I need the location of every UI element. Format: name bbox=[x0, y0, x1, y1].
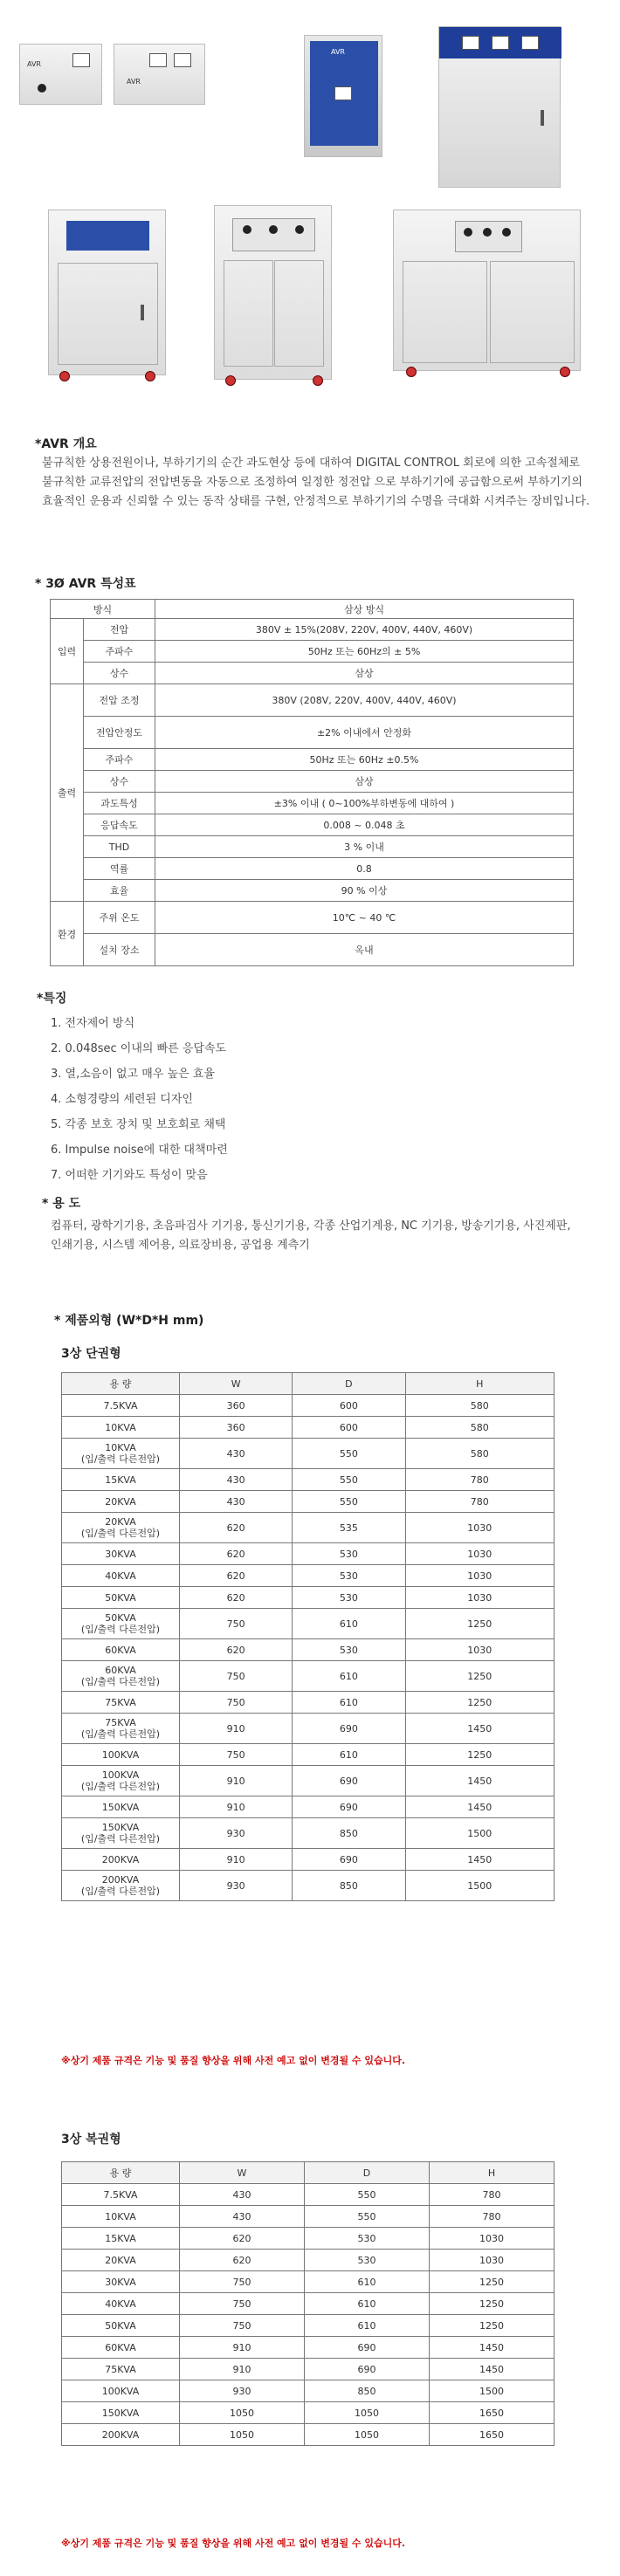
spec-group-label: 입력 bbox=[51, 619, 84, 684]
spec-row-label: 주파수 bbox=[84, 641, 155, 663]
dims-value-cell: 1450 bbox=[430, 2337, 555, 2359]
dims-capacity-cell: 10KVA (입/출력 다른전압) bbox=[62, 1439, 180, 1469]
dims-header-cell: W bbox=[180, 1373, 293, 1395]
dims-value-cell: 620 bbox=[180, 2228, 305, 2250]
dims-value-cell: 1030 bbox=[405, 1565, 554, 1587]
door bbox=[224, 260, 273, 367]
dims-row bbox=[62, 1609, 555, 1639]
spec-row bbox=[51, 717, 574, 749]
dims-value-cell: 930 bbox=[180, 1818, 293, 1849]
dims-capacity-cell: 10KVA bbox=[62, 2206, 180, 2228]
dims-value-cell: 1450 bbox=[405, 1849, 554, 1871]
dims-value-cell: 1450 bbox=[405, 1714, 554, 1744]
dims-row bbox=[62, 1796, 555, 1818]
spec-row-label: 상수 bbox=[84, 663, 155, 684]
dims-value-cell: 750 bbox=[180, 2293, 305, 2315]
dims-value-cell: 1030 bbox=[405, 1587, 554, 1609]
dims-row bbox=[62, 2359, 555, 2380]
spec-row-value: 50Hz 또는 60Hz ±0.5% bbox=[155, 749, 574, 771]
dims-value-cell: 1030 bbox=[405, 1543, 554, 1565]
dims-value-cell: 930 bbox=[180, 2380, 305, 2402]
dims-capacity-cell: 75KVA bbox=[62, 1692, 180, 1714]
spec-row-value: 옥내 bbox=[155, 934, 574, 966]
dims-capacity-cell: 150KVA bbox=[62, 1796, 180, 1818]
spec-row-label: 전압 조정 bbox=[84, 684, 155, 717]
single-title: 3상 단권형 bbox=[61, 1347, 121, 1361]
dims-value-cell: 620 bbox=[180, 1587, 293, 1609]
dims-value-cell: 690 bbox=[305, 2337, 430, 2359]
wheel-icon bbox=[313, 375, 323, 386]
spec-group-label: 환경 bbox=[51, 902, 84, 966]
dims-row bbox=[62, 2402, 555, 2424]
product-image-5 bbox=[48, 210, 166, 375]
spec-row-label: 주파수 bbox=[84, 749, 155, 771]
dims-value-cell: 1030 bbox=[430, 2228, 555, 2250]
spec-row bbox=[51, 880, 574, 902]
meter-icon bbox=[462, 36, 479, 50]
spec-header-type: 삼상 방식 bbox=[155, 600, 574, 619]
spec-row-label: 역률 bbox=[84, 858, 155, 880]
dims-value-cell: 1250 bbox=[430, 2293, 555, 2315]
dims-header-cell: 용 량 bbox=[62, 2162, 180, 2184]
dims-value-cell: 1030 bbox=[405, 1513, 554, 1543]
dims-capacity-cell: 40KVA bbox=[62, 2293, 180, 2315]
dims-value-cell: 610 bbox=[305, 2271, 430, 2293]
dims-value-cell: 610 bbox=[293, 1661, 405, 1692]
meter-icon bbox=[72, 53, 90, 67]
dims-value-cell: 1450 bbox=[405, 1766, 554, 1796]
wheel-icon bbox=[225, 375, 236, 386]
feature-item: 4. 소형경량의 세련된 디자인 bbox=[51, 1093, 193, 1106]
feature-item: 2. 0.048sec 이내의 빠른 응답속도 bbox=[51, 1042, 227, 1055]
dims-capacity-cell: 60KVA bbox=[62, 2337, 180, 2359]
dims-row bbox=[62, 1692, 555, 1714]
dims-value-cell: 1250 bbox=[405, 1661, 554, 1692]
dims-value-cell: 600 bbox=[293, 1417, 405, 1439]
dims-value-cell: 690 bbox=[293, 1714, 405, 1744]
blue-panel bbox=[66, 221, 149, 251]
double-note: ※상기 제품 규격은 기능 및 품질 향상을 위해 사전 예고 없이 변경될 수 있습니다. bbox=[61, 2538, 406, 2549]
dims-value-cell: 1250 bbox=[405, 1609, 554, 1639]
dims-value-cell: 620 bbox=[180, 1513, 293, 1543]
dims-value-cell: 360 bbox=[180, 1395, 293, 1417]
spec-row-value: ±3% 이내 ( 0~100%부하변동에 대하여 ) bbox=[155, 793, 574, 814]
dims-value-cell: 550 bbox=[293, 1469, 405, 1491]
dims-title: * 제품외형 (W*D*H mm) bbox=[54, 1314, 204, 1328]
dims-value-cell: 550 bbox=[305, 2206, 430, 2228]
dims-value-cell: 750 bbox=[180, 1744, 293, 1766]
dims-row bbox=[62, 2380, 555, 2402]
spec-row-label: 과도특성 bbox=[84, 793, 155, 814]
dims-value-cell: 910 bbox=[180, 1849, 293, 1871]
dims-capacity-cell: 100KVA (입/출력 다른전압) bbox=[62, 1766, 180, 1796]
dims-value-cell: 1050 bbox=[305, 2402, 430, 2424]
dims-value-cell: 910 bbox=[180, 1766, 293, 1796]
spec-row bbox=[51, 771, 574, 793]
dims-row bbox=[62, 1766, 555, 1796]
dims-value-cell: 430 bbox=[180, 2184, 305, 2206]
spec-row bbox=[51, 641, 574, 663]
meter-icon bbox=[174, 53, 191, 67]
door bbox=[403, 261, 487, 363]
dims-row bbox=[62, 1871, 555, 1901]
dims-value-cell: 550 bbox=[305, 2184, 430, 2206]
dims-value-cell: 1030 bbox=[405, 1639, 554, 1661]
dims-capacity-cell: 150KVA bbox=[62, 2402, 180, 2424]
dims-row bbox=[62, 1565, 555, 1587]
dims-capacity-cell: 7.5KVA bbox=[62, 2184, 180, 2206]
feature-item: 3. 열,소음이 없고 매우 높은 효율 bbox=[51, 1068, 215, 1081]
spec-header-row bbox=[51, 600, 574, 619]
dims-row bbox=[62, 2315, 555, 2337]
spec-row bbox=[51, 663, 574, 684]
dims-row bbox=[62, 1744, 555, 1766]
dims-row bbox=[62, 1491, 555, 1513]
product-logo: AVR bbox=[127, 78, 141, 86]
spec-row-value: 380V ± 15%(208V, 220V, 400V, 440V, 460V) bbox=[155, 619, 574, 641]
dims-value-cell: 610 bbox=[305, 2315, 430, 2337]
spec-row-label: 상수 bbox=[84, 771, 155, 793]
spec-row bbox=[51, 934, 574, 966]
dims-capacity-cell: 20KVA bbox=[62, 1491, 180, 1513]
dims-capacity-cell: 20KVA (입/출력 다른전압) bbox=[62, 1513, 180, 1543]
dims-value-cell: 1450 bbox=[405, 1796, 554, 1818]
dims-value-cell: 580 bbox=[405, 1439, 554, 1469]
spec-row bbox=[51, 619, 574, 641]
dims-value-cell: 610 bbox=[305, 2293, 430, 2315]
double-title: 3상 복권형 bbox=[61, 2133, 121, 2147]
dims-row bbox=[62, 2250, 555, 2271]
wheel-icon bbox=[560, 367, 570, 377]
dims-header-cell: H bbox=[430, 2162, 555, 2184]
dims-row bbox=[62, 2424, 555, 2446]
dims-value-cell: 910 bbox=[180, 2359, 305, 2380]
feature-item: 6. Impulse noise에 대한 대책마련 bbox=[51, 1144, 228, 1157]
dims-value-cell: 530 bbox=[305, 2228, 430, 2250]
overview-title: *AVR 개요 bbox=[35, 437, 97, 451]
dims-capacity-cell: 10KVA bbox=[62, 1417, 180, 1439]
feature-item: 5. 각종 보호 장치 및 보호회로 채택 bbox=[51, 1118, 226, 1131]
dims-value-cell: 430 bbox=[180, 1491, 293, 1513]
dims-capacity-cell: 15KVA bbox=[62, 1469, 180, 1491]
spec-row-label: 주위 온도 bbox=[84, 902, 155, 934]
dims-row bbox=[62, 1543, 555, 1565]
knob-icon bbox=[243, 225, 251, 234]
spec-row-label: 설치 장소 bbox=[84, 934, 155, 966]
dims-capacity-cell: 50KVA bbox=[62, 2315, 180, 2337]
dims-row bbox=[62, 1439, 555, 1469]
spec-row-value: 0.8 bbox=[155, 858, 574, 880]
feature-item: 1. 전자제어 방식 bbox=[51, 1017, 135, 1030]
dims-capacity-cell: 60KVA bbox=[62, 1639, 180, 1661]
knob-icon bbox=[464, 228, 472, 237]
spec-row-label: THD bbox=[84, 836, 155, 858]
dims-header-cell: 용 량 bbox=[62, 1373, 180, 1395]
dims-value-cell: 530 bbox=[305, 2250, 430, 2271]
spec-header-method: 방식 bbox=[51, 600, 155, 619]
spec-row-value: 삼상 bbox=[155, 771, 574, 793]
dims-row bbox=[62, 2337, 555, 2359]
spec-row bbox=[51, 793, 574, 814]
dims-value-cell: 1050 bbox=[305, 2424, 430, 2446]
dims-capacity-cell: 75KVA bbox=[62, 2359, 180, 2380]
dims-value-cell: 620 bbox=[180, 1639, 293, 1661]
dims-value-cell: 530 bbox=[293, 1543, 405, 1565]
dims-value-cell: 600 bbox=[293, 1395, 405, 1417]
single-dims-table bbox=[61, 1372, 555, 1901]
dims-capacity-cell: 75KVA (입/출력 다른전압) bbox=[62, 1714, 180, 1744]
dims-value-cell: 1250 bbox=[405, 1744, 554, 1766]
dims-value-cell: 610 bbox=[293, 1609, 405, 1639]
dims-value-cell: 610 bbox=[293, 1744, 405, 1766]
product-image-3 bbox=[304, 35, 382, 157]
dims-capacity-cell: 60KVA (입/출력 다른전압) bbox=[62, 1661, 180, 1692]
dims-value-cell: 780 bbox=[430, 2206, 555, 2228]
dims-capacity-cell: 40KVA bbox=[62, 1565, 180, 1587]
dims-value-cell: 1500 bbox=[405, 1818, 554, 1849]
knob-icon bbox=[295, 225, 304, 234]
dims-value-cell: 550 bbox=[293, 1439, 405, 1469]
dims-value-cell: 910 bbox=[180, 2337, 305, 2359]
dims-row bbox=[62, 1639, 555, 1661]
dims-row bbox=[62, 2206, 555, 2228]
dims-capacity-cell: 100KVA bbox=[62, 1744, 180, 1766]
knob-icon bbox=[38, 84, 46, 93]
spec-row-value: 10℃ ~ 40 ℃ bbox=[155, 902, 574, 934]
dims-row bbox=[62, 1513, 555, 1543]
spec-row-value: 380V (208V, 220V, 400V, 440V, 460V) bbox=[155, 684, 574, 717]
meter-icon bbox=[334, 86, 352, 100]
dims-header-cell: H bbox=[405, 1373, 554, 1395]
spec-row-label: 응답속도 bbox=[84, 814, 155, 836]
dims-value-cell: 620 bbox=[180, 1543, 293, 1565]
dims-capacity-cell: 15KVA bbox=[62, 2228, 180, 2250]
dims-row bbox=[62, 2271, 555, 2293]
spec-row-value: 3 % 이내 bbox=[155, 836, 574, 858]
dims-value-cell: 360 bbox=[180, 1417, 293, 1439]
dims-value-cell: 530 bbox=[293, 1639, 405, 1661]
dims-value-cell: 550 bbox=[293, 1491, 405, 1513]
dims-value-cell: 690 bbox=[293, 1766, 405, 1796]
wheel-icon bbox=[59, 371, 70, 381]
knob-icon bbox=[269, 225, 278, 234]
features-list bbox=[51, 1011, 228, 1188]
dims-capacity-cell: 30KVA bbox=[62, 2271, 180, 2293]
dims-capacity-cell: 100KVA bbox=[62, 2380, 180, 2402]
product-image-2 bbox=[114, 44, 205, 105]
dims-value-cell: 780 bbox=[405, 1491, 554, 1513]
dims-row bbox=[62, 1661, 555, 1692]
dims-row bbox=[62, 1587, 555, 1609]
dims-value-cell: 430 bbox=[180, 2206, 305, 2228]
dims-value-cell: 610 bbox=[293, 1692, 405, 1714]
spec-row bbox=[51, 858, 574, 880]
dims-value-cell: 430 bbox=[180, 1469, 293, 1491]
spec-row-label: 전압 bbox=[84, 619, 155, 641]
product-image-7 bbox=[393, 210, 581, 371]
dims-value-cell: 620 bbox=[180, 1565, 293, 1587]
dims-value-cell: 750 bbox=[180, 1609, 293, 1639]
spec-row bbox=[51, 836, 574, 858]
dims-value-cell: 780 bbox=[430, 2184, 555, 2206]
door bbox=[490, 261, 575, 363]
dims-value-cell: 1500 bbox=[430, 2380, 555, 2402]
dims-value-cell: 1250 bbox=[405, 1692, 554, 1714]
dims-row bbox=[62, 1417, 555, 1439]
dims-value-cell: 1250 bbox=[430, 2315, 555, 2337]
dims-capacity-cell: 200KVA bbox=[62, 2424, 180, 2446]
dims-capacity-cell: 150KVA (입/출력 다른전압) bbox=[62, 1818, 180, 1849]
dims-value-cell: 750 bbox=[180, 1692, 293, 1714]
dims-capacity-cell: 50KVA bbox=[62, 1587, 180, 1609]
dims-row bbox=[62, 1818, 555, 1849]
dims-capacity-cell: 200KVA (입/출력 다른전압) bbox=[62, 1871, 180, 1901]
door bbox=[274, 260, 324, 367]
spec-row-value: 삼상 bbox=[155, 663, 574, 684]
meter-icon bbox=[149, 53, 167, 67]
dims-row bbox=[62, 2184, 555, 2206]
dims-value-cell: 690 bbox=[293, 1796, 405, 1818]
spec-title: * 3Ø AVR 특성표 bbox=[35, 577, 136, 591]
dims-capacity-cell: 200KVA bbox=[62, 1849, 180, 1871]
usage-text: 컴퓨터, 광학기기용, 초음파검사 기기용, 통신기기용, 각종 산업기계용, NC 기기용, 방송기기용, 사진제판, 인쇄기용, 시스템 제어용, 의료장비용, 공업용 계측기 bbox=[51, 1219, 571, 1252]
dims-value-cell: 750 bbox=[180, 1661, 293, 1692]
wheel-icon bbox=[145, 371, 155, 381]
dims-value-cell: 690 bbox=[293, 1849, 405, 1871]
wheel-icon bbox=[406, 367, 417, 377]
dims-value-cell: 910 bbox=[180, 1714, 293, 1744]
spec-table bbox=[50, 599, 574, 966]
control-panel bbox=[455, 221, 522, 252]
dims-value-cell: 1030 bbox=[430, 2250, 555, 2271]
dims-capacity-cell: 30KVA bbox=[62, 1543, 180, 1565]
dims-value-cell: 1650 bbox=[430, 2424, 555, 2446]
dims-header-cell: D bbox=[293, 1373, 405, 1395]
handle-icon bbox=[141, 305, 144, 320]
spec-row-value: 50Hz 또는 60Hz의 ± 5% bbox=[155, 641, 574, 663]
dims-row bbox=[62, 1469, 555, 1491]
spec-group-label: 출력 bbox=[51, 684, 84, 902]
knob-icon bbox=[483, 228, 492, 237]
dims-value-cell: 780 bbox=[405, 1469, 554, 1491]
dims-value-cell: 750 bbox=[180, 2271, 305, 2293]
dims-row bbox=[62, 1395, 555, 1417]
dims-row bbox=[62, 1849, 555, 1871]
dims-capacity-cell: 7.5KVA bbox=[62, 1395, 180, 1417]
dims-value-cell: 910 bbox=[180, 1796, 293, 1818]
dims-value-cell: 850 bbox=[293, 1871, 405, 1901]
product-image-4 bbox=[438, 26, 561, 188]
dims-header-cell: D bbox=[305, 2162, 430, 2184]
dims-value-cell: 850 bbox=[305, 2380, 430, 2402]
spec-row bbox=[51, 749, 574, 771]
dims-value-cell: 530 bbox=[293, 1587, 405, 1609]
dims-value-cell: 1450 bbox=[430, 2359, 555, 2380]
spec-row bbox=[51, 814, 574, 836]
product-image-1 bbox=[19, 44, 102, 105]
handle-icon bbox=[541, 110, 544, 126]
dims-value-cell: 1500 bbox=[405, 1871, 554, 1901]
dims-value-cell: 430 bbox=[180, 1439, 293, 1469]
dims-value-cell: 750 bbox=[180, 2315, 305, 2337]
control-panel bbox=[232, 218, 315, 251]
product-logo: AVR bbox=[27, 60, 41, 68]
dims-row bbox=[62, 2293, 555, 2315]
meter-icon bbox=[492, 36, 509, 50]
meter-icon bbox=[521, 36, 539, 50]
spec-row bbox=[51, 684, 574, 717]
dims-value-cell: 620 bbox=[180, 2250, 305, 2271]
double-dims-table bbox=[61, 2161, 555, 2446]
spec-row-value: ±2% 이내에서 안정화 bbox=[155, 717, 574, 749]
spec-row-value: 90 % 이상 bbox=[155, 880, 574, 902]
dims-capacity-cell: 20KVA bbox=[62, 2250, 180, 2271]
spec-row-value: 0.008 ~ 0.048 초 bbox=[155, 814, 574, 836]
dims-row bbox=[62, 1714, 555, 1744]
spec-row bbox=[51, 902, 574, 934]
dims-value-cell: 580 bbox=[405, 1395, 554, 1417]
dims-value-cell: 580 bbox=[405, 1417, 554, 1439]
dims-value-cell: 690 bbox=[305, 2359, 430, 2380]
spec-row-label: 전압안정도 bbox=[84, 717, 155, 749]
dims-value-cell: 530 bbox=[293, 1565, 405, 1587]
dims-header-cell: W bbox=[180, 2162, 305, 2184]
knob-icon bbox=[502, 228, 511, 237]
dims-row bbox=[62, 2228, 555, 2250]
feature-item: 7. 어떠한 기기와도 특성이 맞음 bbox=[51, 1169, 208, 1182]
single-note: ※상기 제품 규격은 기능 및 품질 향상을 위해 사전 예고 없이 변경될 수 있습니다. bbox=[61, 2055, 406, 2066]
dims-capacity-cell: 50KVA (입/출력 다른전압) bbox=[62, 1609, 180, 1639]
usage-title: * 용 도 bbox=[42, 1197, 81, 1211]
product-image-6 bbox=[214, 205, 332, 380]
dims-value-cell: 1050 bbox=[180, 2424, 305, 2446]
dims-value-cell: 930 bbox=[180, 1871, 293, 1901]
dims-value-cell: 1650 bbox=[430, 2402, 555, 2424]
dims-value-cell: 1050 bbox=[180, 2402, 305, 2424]
product-logo: AVR bbox=[331, 48, 345, 56]
overview-text: 불규칙한 상용전원이나, 부하기기의 순간 과도현상 등에 대하여 DIGITAL CONTROL 회로에 의한 고속절체로 불규칙한 교류전압의 전압변동을 자동으로 조정하여 일정한 정전압 으로 부하기기에 공급함으로써 부하기기의 효율적인 운용과 신뢰할 수 있는 동작 상태를 구현, 안정적으로 부하기기의 수명을 극대화 시켜주는 장비입니다. bbox=[42, 457, 590, 508]
features-title: *특징 bbox=[37, 992, 67, 1006]
dims-value-cell: 850 bbox=[293, 1818, 405, 1849]
dims-value-cell: 1250 bbox=[430, 2271, 555, 2293]
dims-value-cell: 535 bbox=[293, 1513, 405, 1543]
spec-row-label: 효율 bbox=[84, 880, 155, 902]
